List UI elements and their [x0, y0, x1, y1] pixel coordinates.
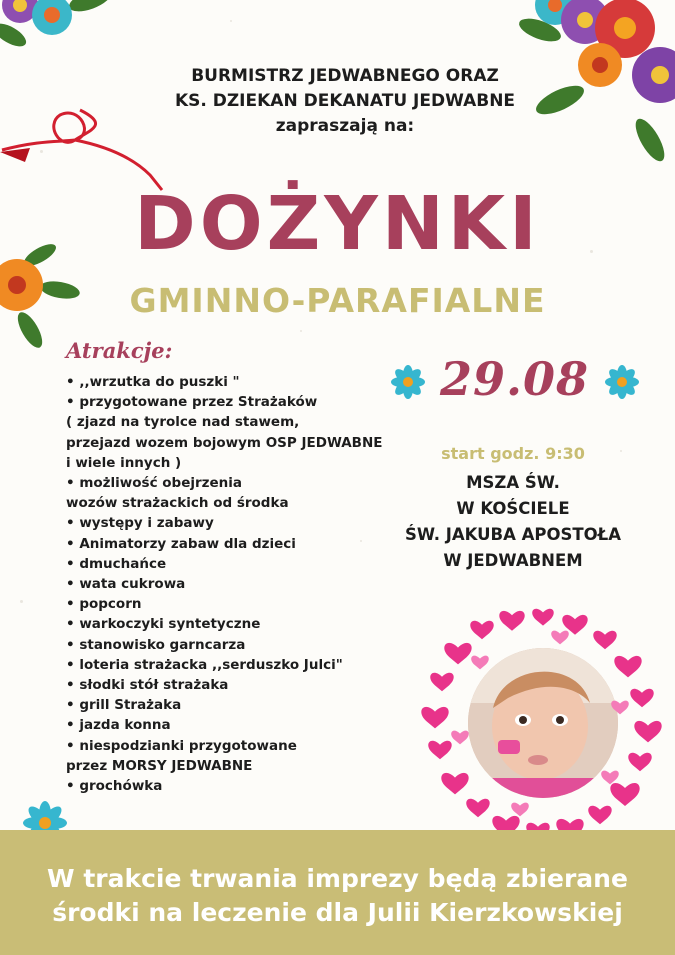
mass-info [385, 470, 641, 574]
list-item: • stanowisko garncarza [66, 636, 246, 653]
invite-line-1: BURMISTRZ JEDWABNEGO ORAZ [191, 66, 499, 86]
photo-frame [420, 600, 665, 845]
list-item: • dmuchańce [66, 555, 167, 572]
list-item: • grochówka [66, 778, 163, 795]
list-item: • niespodzianki przygotowane [66, 737, 297, 754]
paper-speck [20, 600, 23, 603]
heart-frame-icon [420, 600, 665, 845]
list-item: • słodki stół strażaka [66, 677, 229, 694]
list-item: • loteria strażacka ,,serduszko Julci" [66, 656, 343, 673]
attractions-heading: Atrakcje: [66, 338, 173, 363]
mass-line: MSZA ŚW. [466, 473, 560, 492]
list-item: przejazd wozem bojowym OSP JEDWABNE [66, 434, 383, 451]
list-item: i wiele innych ) [66, 454, 182, 471]
flower-cluster-icon [0, 0, 130, 65]
list-item: • wata cukrowa [66, 576, 186, 593]
invite-line-3: zapraszają na: [275, 116, 415, 136]
small-flower-icon [390, 364, 426, 400]
list-item: • występy i zabawy [66, 515, 214, 532]
footer-line-2: środki na leczenie dla Julii Kierzkowskiej [52, 898, 623, 927]
list-item: • możliwość obejrzenia [66, 475, 243, 492]
mass-line: W KOŚCIELE [456, 499, 570, 518]
list-item: • warkoczyki syntetyczne [66, 616, 261, 633]
invite-line-2: KS. DZIEKAN DEKANATU JEDWABNE [174, 91, 516, 111]
invite-header [120, 64, 570, 139]
small-flower-icon [604, 364, 640, 400]
event-subtitle: GMINNO-PARAFIALNE [129, 281, 546, 320]
list-item: ( zjazd na tyrolce nad stawem, [66, 414, 300, 431]
event-title: DOŻYNKI [134, 181, 541, 267]
list-item: przez MORSY JEDWABNE [66, 757, 253, 774]
start-time: start godz. 9:30 [441, 444, 585, 463]
list-item: • grill Strażaka [66, 697, 182, 714]
list-item: • przygotowane przez Strażaków [66, 394, 318, 411]
list-item: • ,,wrzutka do puszki " [66, 374, 240, 390]
mass-line: W JEDWABNEM [443, 551, 583, 570]
footer-message [0, 862, 675, 930]
mass-line: ŚW. JAKUBA APOSTOŁA [404, 525, 622, 544]
list-item: • Animatorzy zabaw dla dzieci [66, 535, 296, 552]
list-item: wozów strażackich od środka [66, 495, 289, 512]
list-item: • jazda konna [66, 717, 171, 734]
attractions-list [66, 372, 396, 796]
paper-speck [300, 330, 302, 332]
event-date: 29.08 [440, 352, 590, 406]
list-item: • popcorn [66, 596, 142, 613]
footer-line-1: W trakcie trwania imprezy będą zbierane [47, 864, 628, 893]
paper-speck [230, 20, 232, 22]
